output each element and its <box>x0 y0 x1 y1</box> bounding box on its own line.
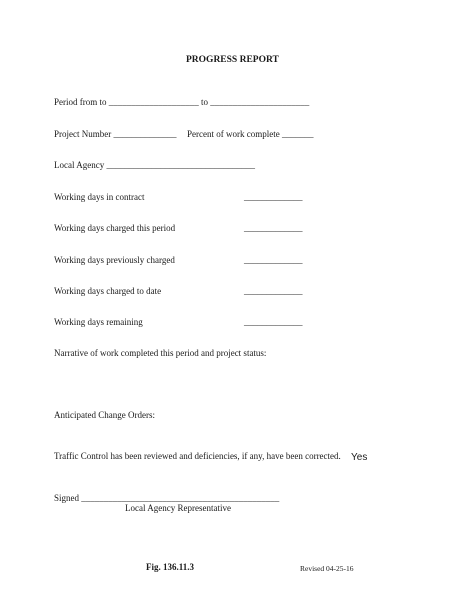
working-days-to-date-blank: _____________ <box>244 286 303 296</box>
page-title: PROGRESS REPORT <box>186 55 279 65</box>
working-days-contract-label: Working days in contract <box>54 192 145 202</box>
traffic-control-statement: Traffic Control has been reviewed and deficiencies, if any, have been corrected. <box>54 451 341 461</box>
working-days-previous-label: Working days previously charged <box>54 255 175 265</box>
working-days-remaining-blank: _____________ <box>244 317 303 327</box>
change-orders-label: Anticipated Change Orders: <box>54 410 155 420</box>
working-days-to-date-label: Working days charged to date <box>54 286 162 296</box>
percent-complete-field: Percent of work complete _______ <box>187 129 314 139</box>
period-field: Period from to ____________________ to ______________________ <box>54 97 310 107</box>
working-days-remaining-label: Working days remaining <box>54 317 143 327</box>
working-days-this-period-blank: _____________ <box>244 223 303 233</box>
signer-title: Local Agency Representative <box>125 503 231 513</box>
project-number-field: Project Number ______________ <box>54 129 177 139</box>
revision-date: Revised 04-25-16 <box>300 564 354 573</box>
working-days-this-period-label: Working days charged this period <box>54 223 176 233</box>
narrative-label: Narrative of work completed this period and project status: <box>54 348 267 358</box>
working-days-previous-blank: _____________ <box>244 255 303 265</box>
signature-line: Signed ____________________________________________ <box>54 493 280 503</box>
traffic-control-answer: Yes <box>351 452 368 463</box>
figure-number: Fig. 136.11.3 <box>146 562 195 572</box>
working-days-contract-blank: _____________ <box>244 192 303 202</box>
local-agency-field: Local Agency _________________________________ <box>54 160 255 170</box>
